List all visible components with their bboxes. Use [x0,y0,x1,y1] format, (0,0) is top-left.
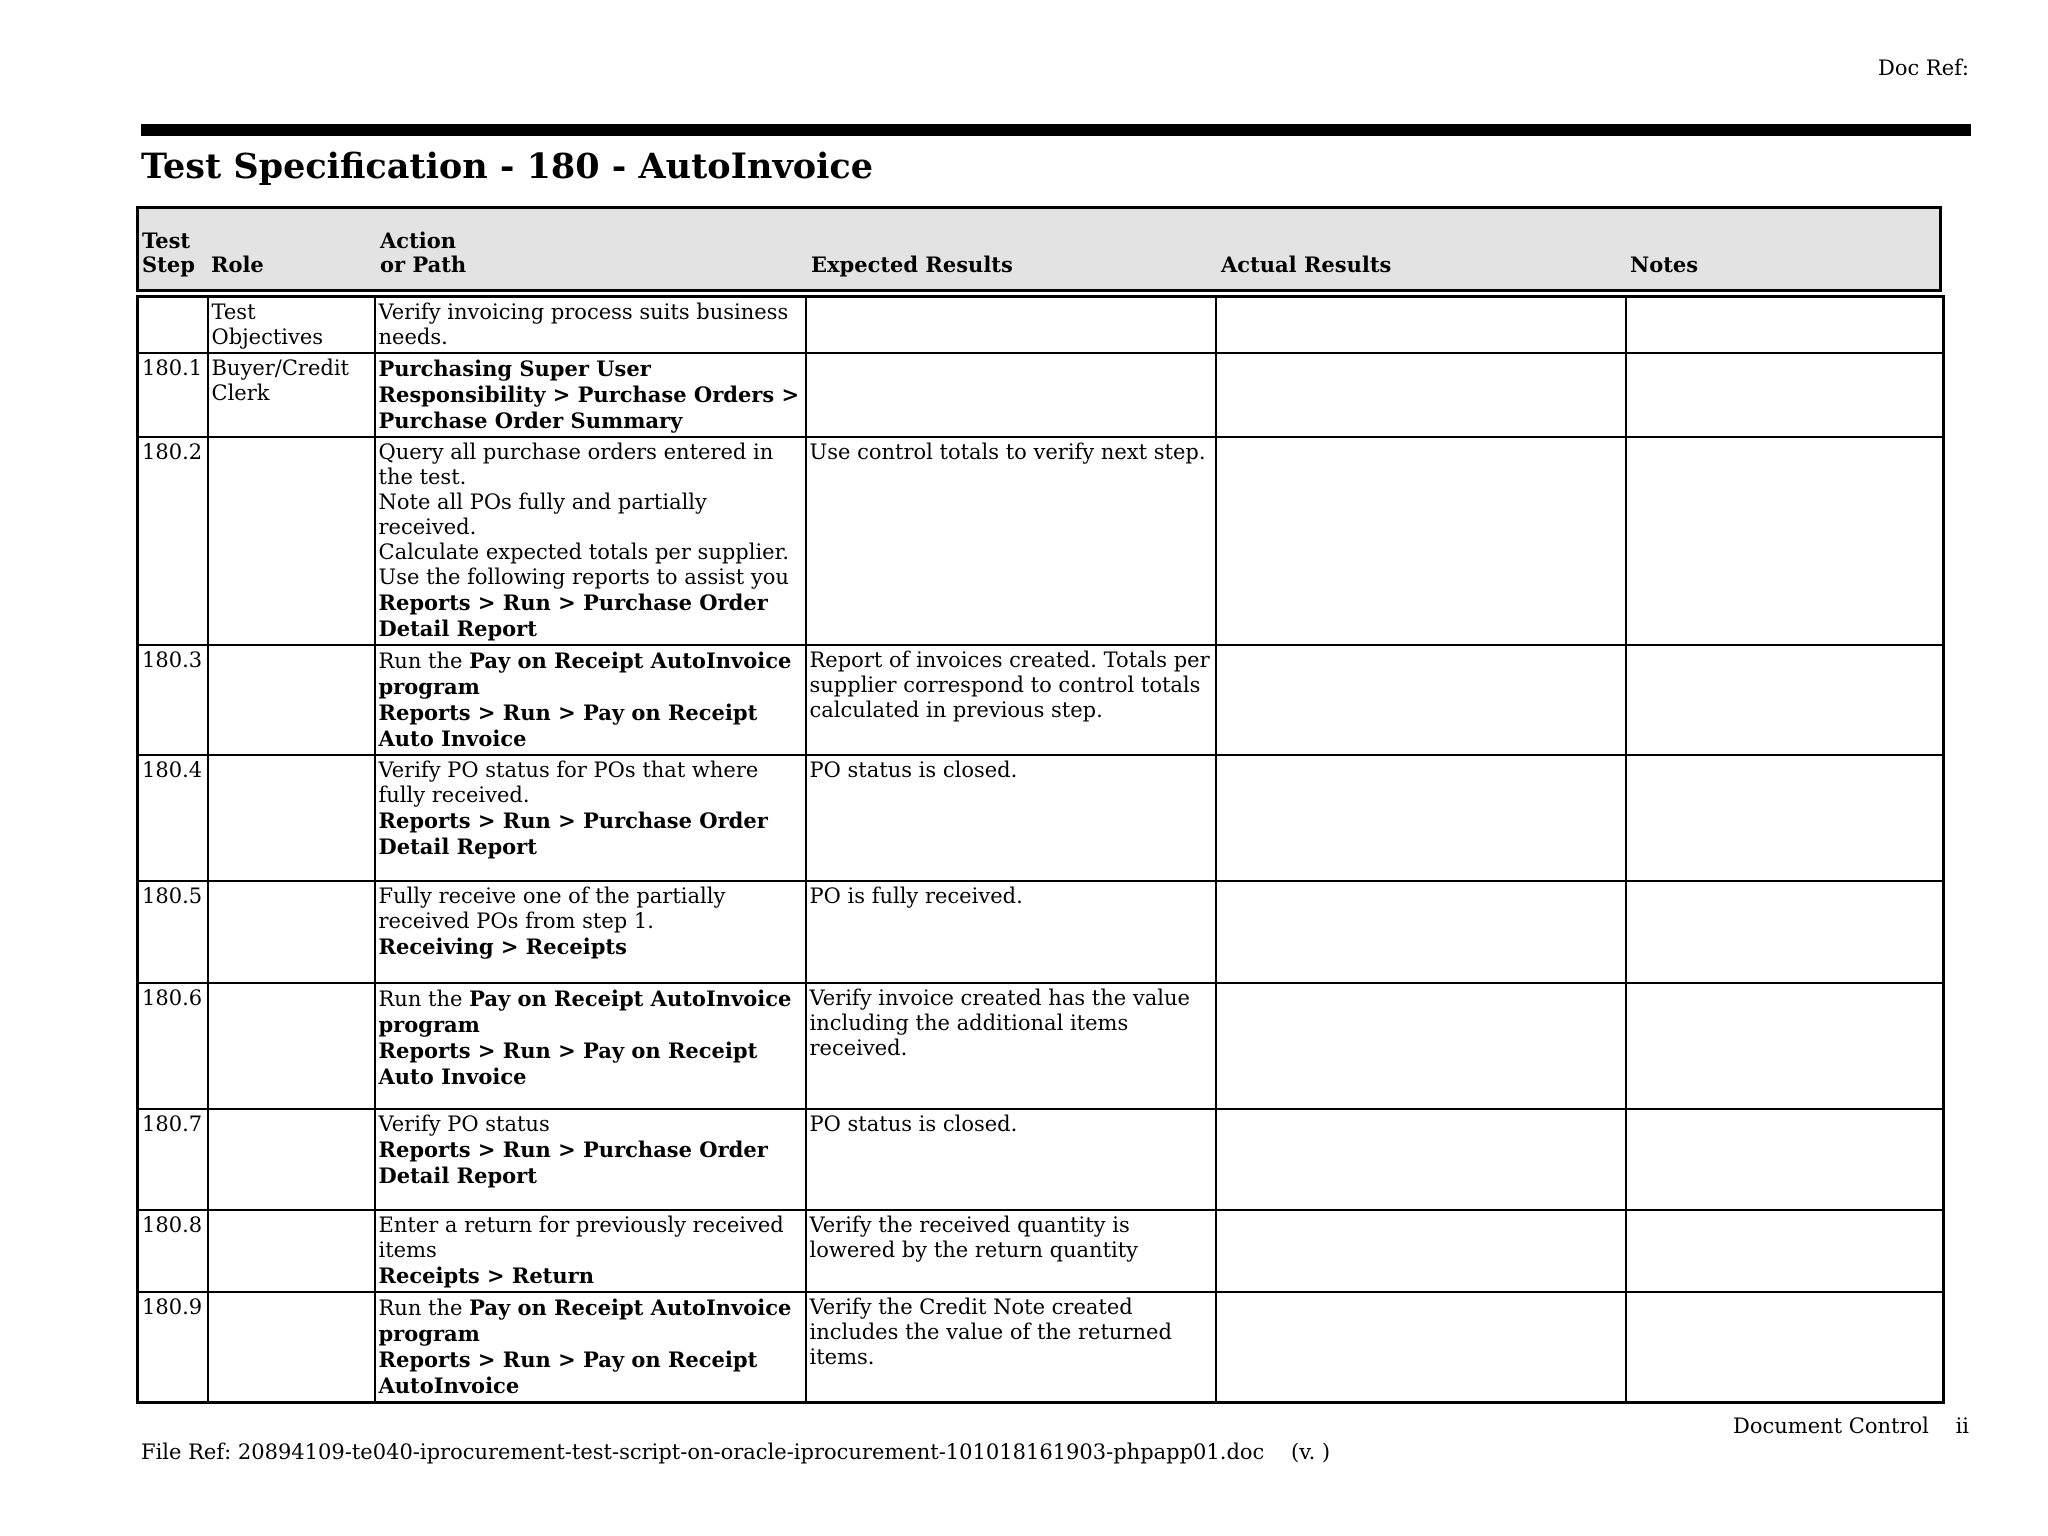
cell-test-step: 180.9 [138,1292,208,1403]
col-header-role: Role [211,252,264,277]
col-header-expected: Expected Results [811,252,1013,277]
action-text: Reports > Run > Purchase Order Detail Report [378,808,768,859]
cell-expected: Verify invoice created has the value including the additional items received. [806,983,1216,1109]
cell-test-step: 180.6 [138,983,208,1109]
cell-actual [1216,1109,1626,1210]
action-text: Receiving > Receipts [378,934,627,959]
table-row [138,755,1944,881]
col-header-notes: Notes [1630,252,1699,277]
table-header [136,206,1942,292]
cell-notes [1626,645,1944,755]
cell-role [208,881,375,983]
cell-test-step: 180.3 [138,645,208,755]
cell-role [208,437,375,645]
cell-expected [806,297,1216,354]
action-text: Run the [378,649,470,673]
cell-actual [1216,983,1626,1109]
cell-test-step [138,297,208,354]
cell-action [375,755,806,881]
table-row [138,1292,1944,1403]
cell-notes [1626,1210,1944,1292]
footer-section: Document Control ii [1733,1414,1969,1438]
action-text: Verify PO status for POs that where fully received. [378,758,759,807]
cell-actual [1216,1210,1626,1292]
cell-notes [1626,983,1944,1109]
cell-expected: Use control totals to verify next step. [806,437,1216,645]
table-row [138,353,1944,437]
cell-role: Test Objectives [208,297,375,354]
cell-notes [1626,881,1944,983]
cell-actual [1216,645,1626,755]
cell-action [375,983,806,1109]
cell-expected: Report of invoices created. Totals per supplier correspond to control totals calculated in previous step. [806,645,1216,755]
test-steps-table [136,295,1945,1404]
cell-action [375,1210,806,1292]
table-row [138,437,1944,645]
cell-expected: PO status is closed. [806,755,1216,881]
cell-test-step: 180.2 [138,437,208,645]
table-row [138,1210,1944,1292]
cell-actual [1216,1292,1626,1403]
action-text: Query all purchase orders entered in the test. [378,440,774,489]
cell-action [375,297,806,354]
cell-actual [1216,881,1626,983]
action-text: Reports > Run > Purchase Order Detail Report [378,1137,768,1188]
cell-action [375,353,806,437]
action-text: Enter a return for previously received items [378,1213,784,1262]
cell-notes [1626,1109,1944,1210]
action-text: Reports > Run > Purchase Order Detail Report [378,590,768,641]
table-row [138,983,1944,1109]
cell-test-step: 180.1 [138,353,208,437]
cell-test-step: 180.7 [138,1109,208,1210]
cell-expected: PO status is closed. [806,1109,1216,1210]
table-row [138,645,1944,755]
version: (v. ) [1291,1440,1331,1464]
cell-actual [1216,755,1626,881]
col-header-action: Action or Path [380,228,467,277]
cell-action [375,437,806,645]
cell-notes [1626,437,1944,645]
cell-action [375,1292,806,1403]
action-text: Pay on Receipt AutoInvoice program [378,648,792,699]
col-header-test-step: Test Step [142,228,195,277]
table-row [138,297,1944,354]
table-row [138,881,1944,983]
action-text: Reports > Run > Pay on Receipt AutoInvoice [378,1347,758,1398]
action-text: Run the [378,987,470,1011]
cell-action [375,1109,806,1210]
cell-actual [1216,297,1626,354]
cell-role [208,1292,375,1403]
cell-expected: PO is fully received. [806,881,1216,983]
action-text: Pay on Receipt AutoInvoice program [378,1295,792,1346]
cell-role [208,755,375,881]
cell-actual [1216,437,1626,645]
top-rule [141,124,1971,136]
action-text: Note all POs fully and partially received. [378,490,707,539]
footer-file-ref: File Ref: 20894109-te040-iprocurement-test-script-on-oracle-iprocurement-101018161903-phpapp01.doc (v. ) [141,1440,1331,1464]
cell-action [375,881,806,983]
action-text: Run the [378,1296,470,1320]
cell-test-step: 180.8 [138,1210,208,1292]
cell-expected: Verify the Credit Note created includes the value of the returned items. [806,1292,1216,1403]
action-text: Purchasing Super User Responsibility > Purchase Orders > Purchase Order Summary [378,356,800,433]
cell-role [208,1109,375,1210]
cell-role [208,1210,375,1292]
action-text: Use the following reports to assist you [378,565,789,589]
cell-actual [1216,353,1626,437]
action-text: Receipts > Return [378,1263,594,1288]
cell-test-step: 180.4 [138,755,208,881]
cell-test-step: 180.5 [138,881,208,983]
page-title: Test Specification - 180 - AutoInvoice [141,146,874,187]
cell-expected [806,353,1216,437]
cell-role: Buyer/Credit Clerk [208,353,375,437]
page-number: ii [1955,1414,1969,1438]
doc-ref: Doc Ref: [1877,56,1969,80]
action-text: Verify invoicing process suits business needs. [378,300,789,349]
cell-notes [1626,1292,1944,1403]
col-header-actual: Actual Results [1221,252,1392,277]
cell-role [208,983,375,1109]
cell-notes [1626,297,1944,354]
action-text: Pay on Receipt AutoInvoice program [378,986,792,1037]
action-text: Reports > Run > Pay on Receipt Auto Invoice [378,700,758,751]
cell-notes [1626,353,1944,437]
action-text: Fully receive one of the partially received POs from step 1. [378,884,726,933]
cell-notes [1626,755,1944,881]
action-text: Calculate expected totals per supplier. [378,540,790,564]
action-text: Verify PO status [378,1112,550,1136]
table-row [138,1109,1944,1210]
cell-action [375,645,806,755]
cell-expected: Verify the received quantity is lowered by the return quantity [806,1210,1216,1292]
cell-role [208,645,375,755]
action-text: Reports > Run > Pay on Receipt Auto Invoice [378,1038,758,1089]
